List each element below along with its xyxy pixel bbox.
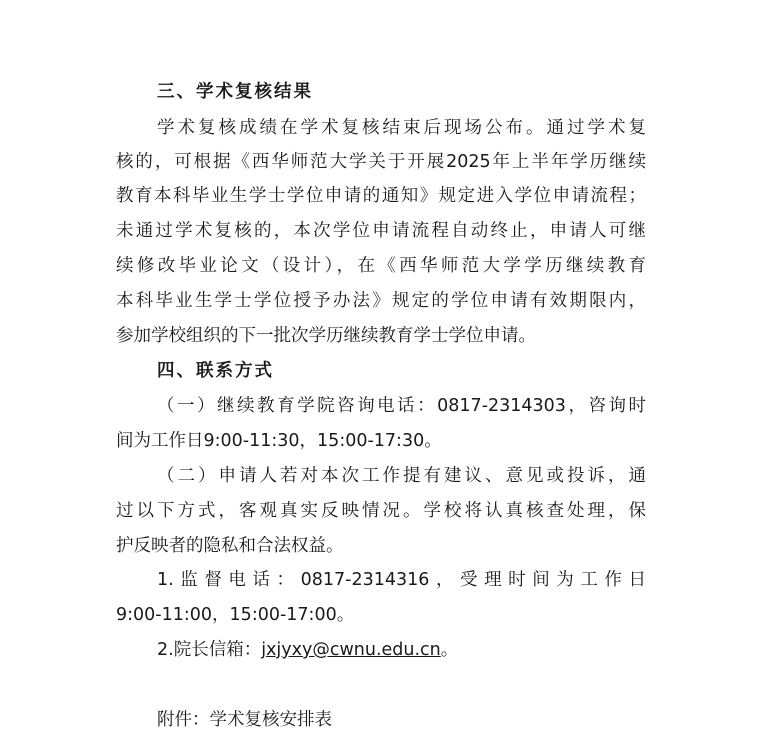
attachment-note: 附件：学术复核安排表 bbox=[157, 710, 332, 730]
paragraph-line: 核的，可根据《西华师范大学关于开展2025年上半年学历继续 bbox=[116, 152, 646, 172]
contact-item-consult-phone: （一）继续教育学院咨询电话：0817-2314303，咨询时 bbox=[157, 396, 646, 416]
paragraph-line: 教育本科毕业生学士学位申请的通知》规定进入学位申请流程； bbox=[116, 186, 646, 206]
complaint-paragraph-line: 过以下方式，客观真实反映情况。学校将认真核查处理，保 bbox=[116, 501, 646, 521]
paragraph-line: 学术复核成绩在学术复核结束后现场公布。通过学术复 bbox=[157, 118, 646, 138]
paragraph-line: 本科毕业生学士学位授予办法》规定的学位申请有效期限内， bbox=[116, 291, 646, 311]
dean-mailbox-line bbox=[157, 638, 646, 662]
dean-email-link[interactable]: jxjyxy@cwnu.edu.cn bbox=[261, 640, 441, 660]
paragraph-line: 续修改毕业论文（设计），在《西华师范大学学历继续教育 bbox=[116, 256, 646, 276]
paragraph-line: 参加学校组织的下一批次学历继续教育学士学位申请。 bbox=[116, 326, 536, 346]
complaint-paragraph-line: （二）申请人若对本次工作提有建议、意见或投诉，通 bbox=[157, 466, 646, 486]
paragraph-line: 未通过学术复核的，本次学位申请流程自动终止，申请人可继 bbox=[116, 221, 646, 241]
dean-mailbox-label: 2.院长信箱： bbox=[157, 640, 262, 660]
complaint-paragraph-line: 护反映者的隐私和合法权益。 bbox=[116, 536, 344, 556]
section-heading-contact: 四、联系方式 bbox=[157, 361, 274, 381]
dean-mailbox-suffix: 。 bbox=[440, 640, 459, 660]
contact-item-consult-hours: 间为工作日9:00-11:30，15:00-17:30。 bbox=[116, 431, 442, 451]
section-heading-academic-review-result: 三、学术复核结果 bbox=[157, 82, 313, 102]
supervision-hours: 9:00-11:00，15:00-17:00。 bbox=[116, 605, 355, 625]
supervision-phone: 1.监督电话：0817-2314316，受理时间为工作日 bbox=[157, 570, 646, 590]
